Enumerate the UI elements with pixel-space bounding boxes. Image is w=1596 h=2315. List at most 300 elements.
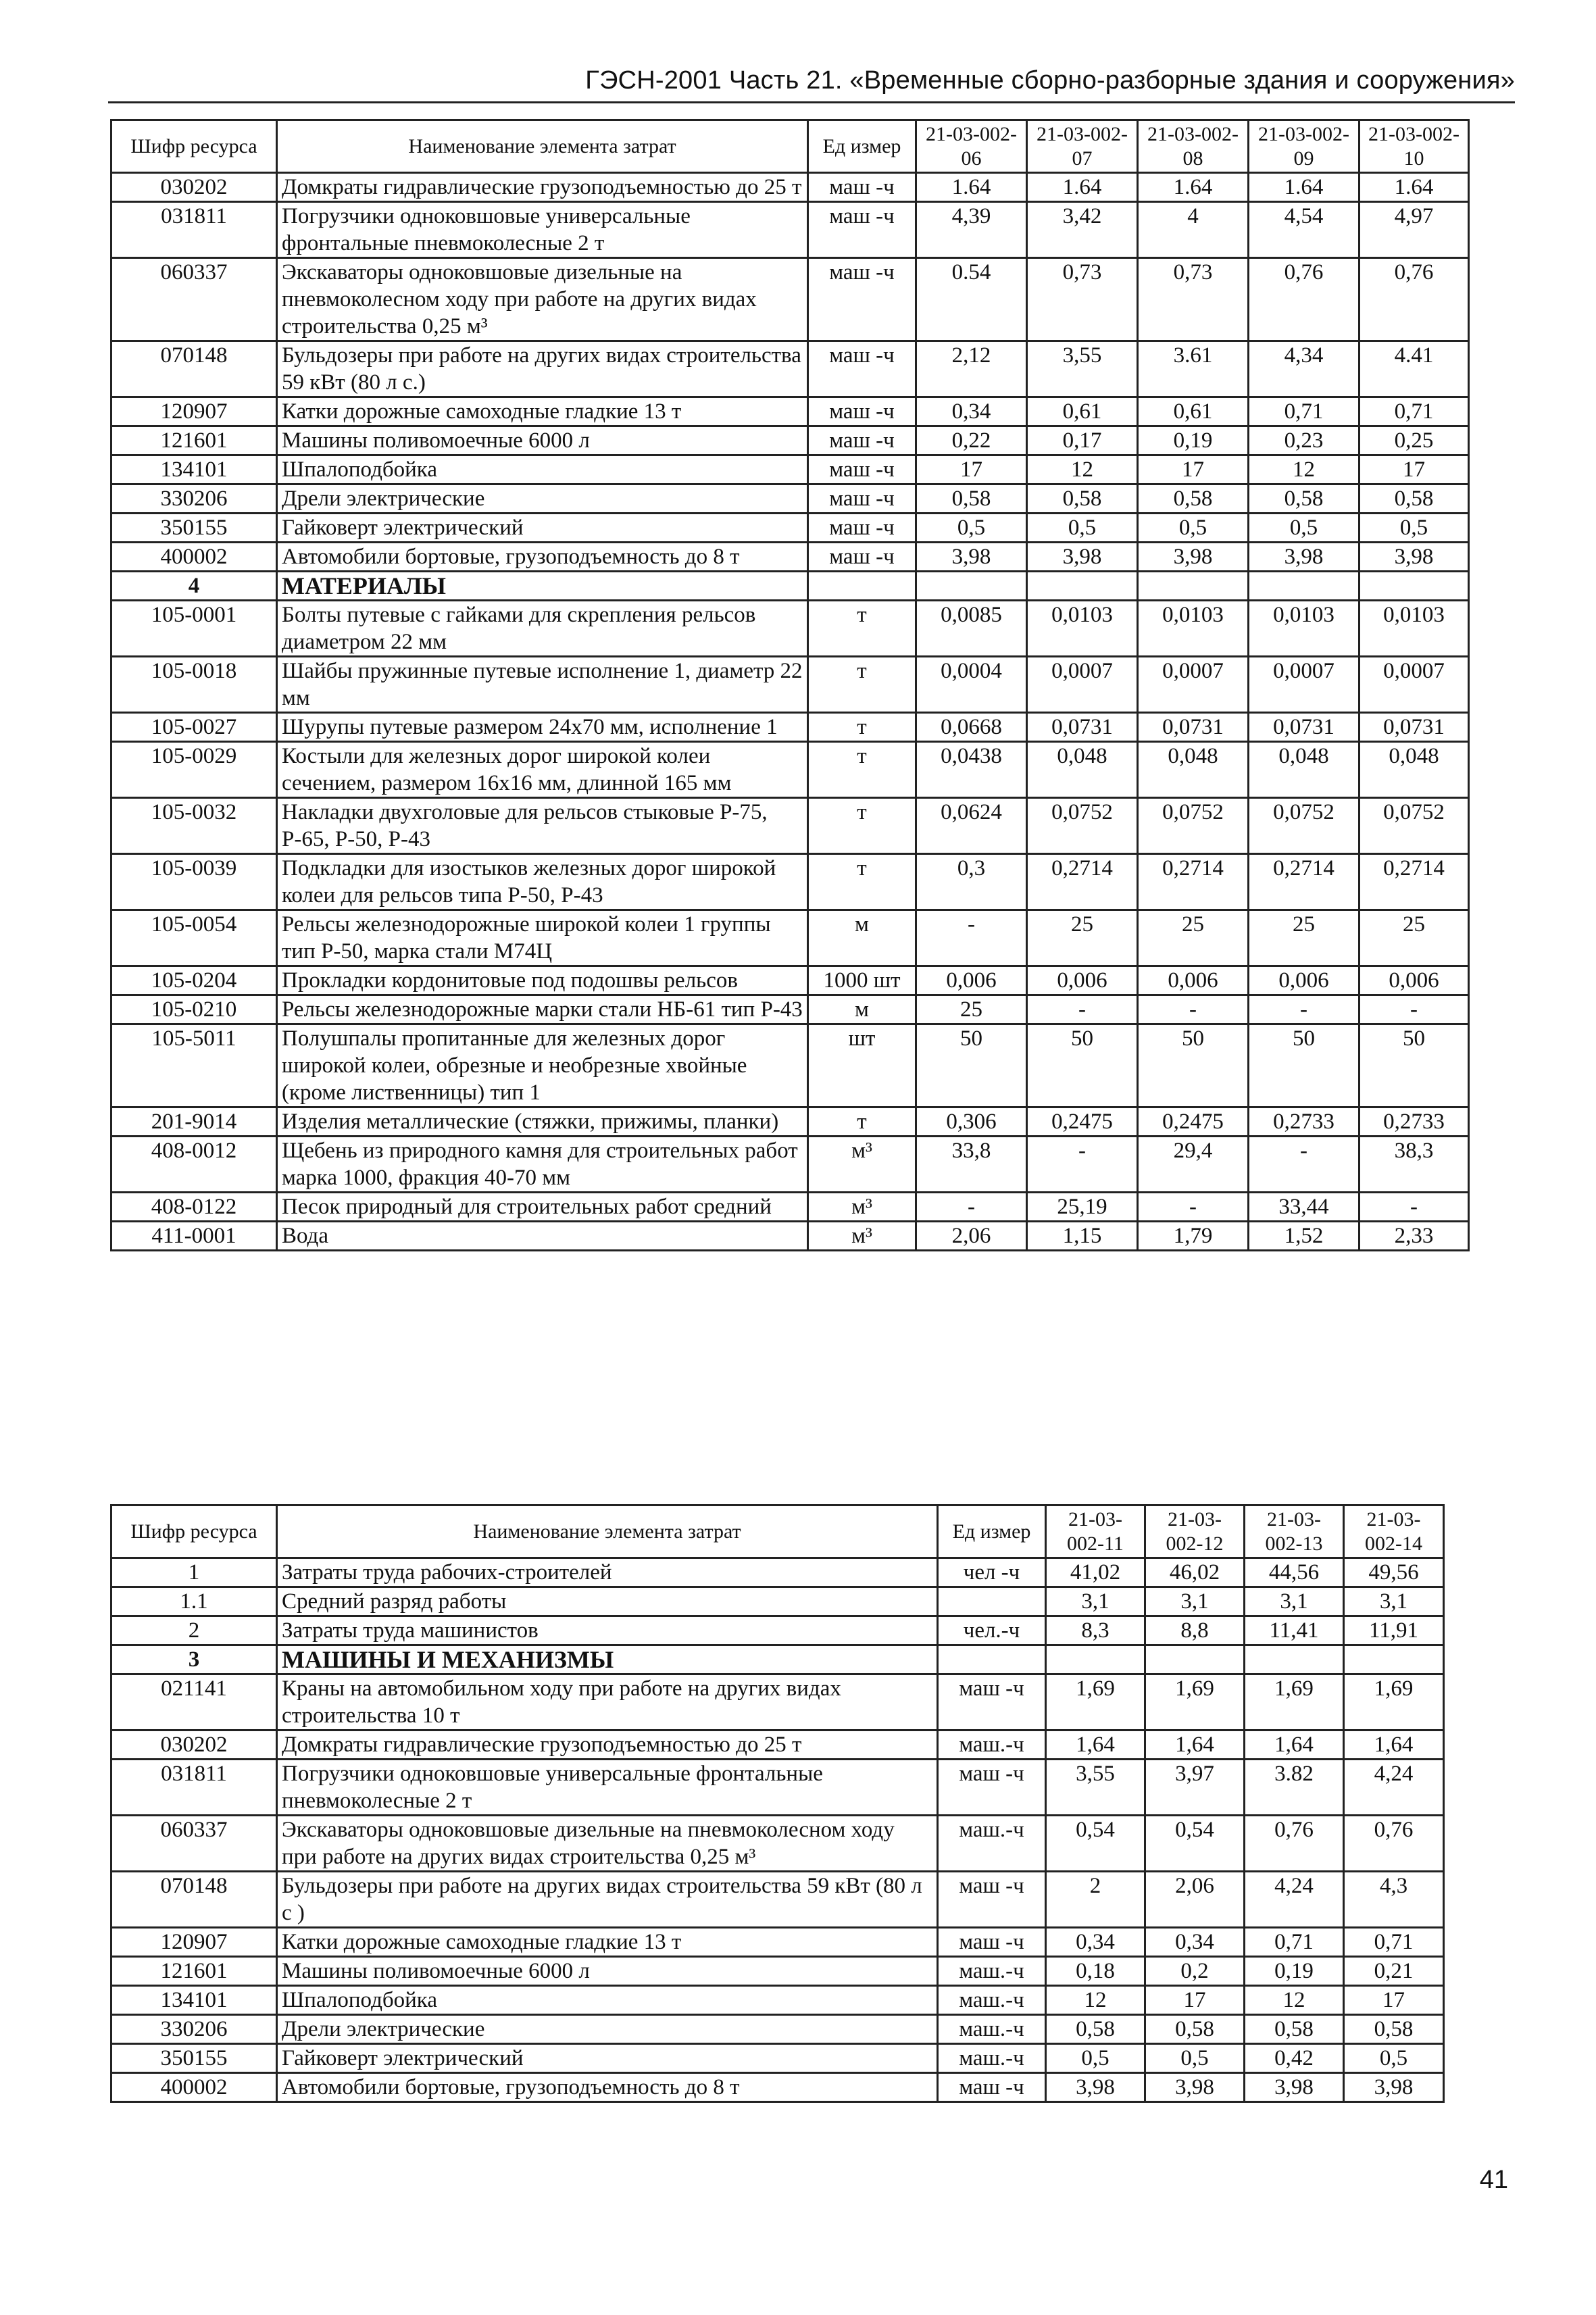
table-row xyxy=(111,966,1469,995)
value-cell: 0,048 xyxy=(1360,742,1469,798)
value-cell xyxy=(1344,1645,1444,1674)
value-cell: 0,0085 xyxy=(916,601,1027,657)
unit-cell: маш -ч xyxy=(808,484,916,514)
table-row xyxy=(111,455,1469,484)
unit-cell: шт xyxy=(808,1024,916,1107)
column-header: 21-03-002-10 xyxy=(1360,120,1469,173)
resource-name-cell: Затраты труда машинистов xyxy=(277,1616,938,1645)
value-cell xyxy=(1027,572,1138,601)
value-cell: 1,52 xyxy=(1249,1222,1360,1251)
value-cell: 3.82 xyxy=(1245,1760,1344,1816)
unit-cell: маш -ч xyxy=(808,397,916,426)
value-cell: 0,5 xyxy=(1046,2044,1145,2073)
value-cell: 0,0103 xyxy=(1138,601,1249,657)
resource-code-cell: 2 xyxy=(111,1616,277,1645)
value-cell: 0,2733 xyxy=(1360,1107,1469,1137)
resource-table-1 xyxy=(110,119,1470,1251)
value-cell xyxy=(1138,572,1249,601)
table-row xyxy=(111,1024,1469,1107)
value-cell: 0,2475 xyxy=(1027,1107,1138,1137)
value-cell: 3,98 xyxy=(1245,2073,1344,2102)
unit-cell: т xyxy=(808,742,916,798)
resource-code-cell: 105-5011 xyxy=(111,1024,277,1107)
value-cell: 0,54 xyxy=(1145,1816,1245,1872)
resource-name-cell: Вода xyxy=(277,1222,808,1251)
table-row xyxy=(111,514,1469,543)
unit-cell: маш -ч xyxy=(808,341,916,397)
column-header: 21-03-002-14 xyxy=(1344,1505,1444,1558)
value-cell: 3,98 xyxy=(1145,2073,1245,2102)
value-cell: 0,17 xyxy=(1027,426,1138,455)
unit-cell xyxy=(938,1645,1046,1674)
value-cell: 0,22 xyxy=(916,426,1027,455)
value-cell: - xyxy=(1027,995,1138,1024)
value-cell: 0,0007 xyxy=(1360,657,1469,713)
value-cell: 0,76 xyxy=(1360,258,1469,341)
resource-name-cell: Машины поливомоечные 6000 л xyxy=(277,1957,938,1986)
resource-code-cell: 134101 xyxy=(111,1986,277,2015)
resource-code-cell: 105-0204 xyxy=(111,966,277,995)
column-header: Шифр ресурса xyxy=(111,120,277,173)
value-cell xyxy=(1245,1645,1344,1674)
value-cell: 0,0731 xyxy=(1138,713,1249,742)
table-row xyxy=(111,798,1469,854)
resource-name-cell: Костыли для железных дорог широкой колеи сечением, размером 16х16 мм, длинной 165 мм xyxy=(277,742,808,798)
value-cell: 1,69 xyxy=(1145,1674,1245,1731)
resource-name-cell: Катки дорожные самоходные гладкие 13 т xyxy=(277,1928,938,1957)
resource-code-cell: 134101 xyxy=(111,455,277,484)
table-row xyxy=(111,1816,1444,1872)
value-cell: 2 xyxy=(1046,1872,1145,1928)
value-cell: 0,0103 xyxy=(1249,601,1360,657)
value-cell: 3,98 xyxy=(1360,543,1469,572)
value-cell: 29,4 xyxy=(1138,1137,1249,1193)
unit-cell: маш -ч xyxy=(938,1760,1046,1816)
value-cell: 3,42 xyxy=(1027,202,1138,258)
resource-name-cell: Экскаваторы одноковшовые дизельные на пневмоколесном ходу при работе на других видах строительства 0,25 м³ xyxy=(277,1816,938,1872)
value-cell: 1.64 xyxy=(1138,173,1249,202)
value-cell: 12 xyxy=(1245,1986,1344,2015)
value-cell: 3,98 xyxy=(1027,543,1138,572)
unit-cell xyxy=(808,572,916,601)
table-row xyxy=(111,1986,1444,2015)
value-cell: 1,69 xyxy=(1344,1674,1444,1731)
value-cell: 4,24 xyxy=(1245,1872,1344,1928)
value-cell: 0,42 xyxy=(1245,2044,1344,2073)
value-cell: 0,5 xyxy=(916,514,1027,543)
value-cell: 0,3 xyxy=(916,854,1027,910)
value-cell: 2,33 xyxy=(1360,1222,1469,1251)
resource-table-2 xyxy=(110,1504,1445,2103)
value-cell: 0,0007 xyxy=(1138,657,1249,713)
value-cell: 3,1 xyxy=(1046,1587,1145,1616)
unit-cell: маш -ч xyxy=(808,258,916,341)
value-cell: 17 xyxy=(1360,455,1469,484)
table-row xyxy=(111,910,1469,966)
value-cell: 0,5 xyxy=(1249,514,1360,543)
value-cell: 0,21 xyxy=(1344,1957,1444,1986)
value-cell: 0,5 xyxy=(1360,514,1469,543)
resource-name-cell: Экскаваторы одноковшовые дизельные на пневмоколесном ходу при работе на других видах строительства 0,25 м³ xyxy=(277,258,808,341)
value-cell: 11,91 xyxy=(1344,1616,1444,1645)
column-header: 21-03-002-13 xyxy=(1245,1505,1344,1558)
value-cell: 0,73 xyxy=(1138,258,1249,341)
unit-cell: м³ xyxy=(808,1222,916,1251)
value-cell: 3,98 xyxy=(1344,2073,1444,2102)
unit-cell: маш -ч xyxy=(808,543,916,572)
value-cell: 3,1 xyxy=(1145,1587,1245,1616)
resource-name-cell: Дрели электрические xyxy=(277,484,808,514)
resource-name-cell: Погрузчики одноковшовые универсальные фронтальные пневмоколесные 2 т xyxy=(277,202,808,258)
value-cell: 17 xyxy=(1138,455,1249,484)
resource-code-cell: 400002 xyxy=(111,543,277,572)
value-cell: 1,15 xyxy=(1027,1222,1138,1251)
value-cell: 0,61 xyxy=(1138,397,1249,426)
value-cell: - xyxy=(1249,1137,1360,1193)
unit-cell: м³ xyxy=(808,1137,916,1193)
resource-code-cell: 105-0018 xyxy=(111,657,277,713)
value-cell: 0,54 xyxy=(1046,1816,1145,1872)
table-row xyxy=(111,2073,1444,2102)
value-cell: 25 xyxy=(1027,910,1138,966)
value-cell: 1,69 xyxy=(1245,1674,1344,1731)
table-row xyxy=(111,341,1469,397)
unit-cell: маш -ч xyxy=(938,2073,1046,2102)
table-row xyxy=(111,1731,1444,1760)
value-cell: 1,64 xyxy=(1145,1731,1245,1760)
value-cell: 0,76 xyxy=(1245,1816,1344,1872)
value-cell: 0,0007 xyxy=(1027,657,1138,713)
value-cell: 4.41 xyxy=(1360,341,1469,397)
value-cell: 0,34 xyxy=(1145,1928,1245,1957)
value-cell: 3,98 xyxy=(1138,543,1249,572)
value-cell: 1,64 xyxy=(1245,1731,1344,1760)
value-cell: 25 xyxy=(1138,910,1249,966)
value-cell: 0,34 xyxy=(916,397,1027,426)
resource-code-cell: 030202 xyxy=(111,173,277,202)
value-cell: 3,1 xyxy=(1344,1587,1444,1616)
value-cell: 0,2 xyxy=(1145,1957,1245,1986)
value-cell: 0,006 xyxy=(1027,966,1138,995)
resource-name-cell: Изделия металлические (стяжки, прижимы, планки) xyxy=(277,1107,808,1137)
resource-code-cell: 1 xyxy=(111,1558,277,1587)
resource-name-cell: Гайковерт электрический xyxy=(277,2044,938,2073)
resource-code-cell: 120907 xyxy=(111,1928,277,1957)
value-cell: 11,41 xyxy=(1245,1616,1344,1645)
resource-code-cell: 350155 xyxy=(111,2044,277,2073)
value-cell: 17 xyxy=(1344,1986,1444,2015)
resource-name-cell: Рельсы железнодорожные широкой колеи 1 группы тип Р-50, марка стали М74Ц xyxy=(277,910,808,966)
value-cell: 0,2714 xyxy=(1360,854,1469,910)
value-cell: 0,58 xyxy=(1344,2015,1444,2044)
column-header: Наименование элемента затрат xyxy=(277,120,808,173)
table-row xyxy=(111,742,1469,798)
value-cell: 0,2733 xyxy=(1249,1107,1360,1137)
resource-code-cell: 408-0122 xyxy=(111,1193,277,1222)
resource-name-cell: Шпалоподбойка xyxy=(277,1986,938,2015)
value-cell: - xyxy=(1138,995,1249,1024)
table-row xyxy=(111,1107,1469,1137)
table-row xyxy=(111,1616,1444,1645)
value-cell: 0,2475 xyxy=(1138,1107,1249,1137)
table-row xyxy=(111,1928,1444,1957)
resource-code-cell: 121601 xyxy=(111,426,277,455)
value-cell: 25 xyxy=(1360,910,1469,966)
resource-code-cell: 350155 xyxy=(111,514,277,543)
resource-code-cell: 330206 xyxy=(111,484,277,514)
table-row xyxy=(111,1193,1469,1222)
value-cell: 2,12 xyxy=(916,341,1027,397)
value-cell: 4,54 xyxy=(1249,202,1360,258)
value-cell: 0,006 xyxy=(1360,966,1469,995)
value-cell: 1.64 xyxy=(916,173,1027,202)
value-cell: 0,76 xyxy=(1344,1816,1444,1872)
unit-cell: м xyxy=(808,995,916,1024)
table-row xyxy=(111,657,1469,713)
value-cell: 0,58 xyxy=(1360,484,1469,514)
resource-code-cell: 105-0032 xyxy=(111,798,277,854)
table-row xyxy=(111,1222,1469,1251)
resource-name-cell: Шайбы пружинные путевые исполнение 1, диаметр 22 мм xyxy=(277,657,808,713)
table-row xyxy=(111,543,1469,572)
resource-code-cell: 070148 xyxy=(111,1872,277,1928)
value-cell: 3,1 xyxy=(1245,1587,1344,1616)
page-header-title: ГЭСН-2001 Часть 21. «Временные сборно-разборные здания и сооружения» xyxy=(585,66,1515,95)
value-cell: 0,0438 xyxy=(916,742,1027,798)
value-cell: 46,02 xyxy=(1145,1558,1245,1587)
unit-cell: т xyxy=(808,713,916,742)
resource-name-cell: МАШИНЫ И МЕХАНИЗМЫ xyxy=(277,1645,938,1674)
value-cell: - xyxy=(1027,1137,1138,1193)
value-cell: 17 xyxy=(1145,1986,1245,2015)
column-header: 21-03-002-08 xyxy=(1138,120,1249,173)
section-row xyxy=(111,572,1469,601)
resource-name-cell: Погрузчики одноковшовые универсальные фронтальные пневмоколесные 2 т xyxy=(277,1760,938,1816)
resource-code-cell: 060337 xyxy=(111,1816,277,1872)
value-cell: 1,64 xyxy=(1344,1731,1444,1760)
value-cell: 0,5 xyxy=(1138,514,1249,543)
value-cell: 0,0103 xyxy=(1360,601,1469,657)
table-row xyxy=(111,713,1469,742)
value-cell: 0,34 xyxy=(1046,1928,1145,1957)
resource-code-cell: 060337 xyxy=(111,258,277,341)
table-row xyxy=(111,601,1469,657)
value-cell: 0,0731 xyxy=(1360,713,1469,742)
value-cell xyxy=(1249,572,1360,601)
value-cell: 12 xyxy=(1046,1986,1145,2015)
header-divider xyxy=(108,101,1515,103)
value-cell: 25 xyxy=(916,995,1027,1024)
unit-cell: т xyxy=(808,1107,916,1137)
value-cell: 25,19 xyxy=(1027,1193,1138,1222)
page-number: 41 xyxy=(1479,2166,1508,2194)
table-row xyxy=(111,397,1469,426)
value-cell: 1,79 xyxy=(1138,1222,1249,1251)
unit-cell: маш.-ч xyxy=(938,1957,1046,1986)
unit-cell: маш.-ч xyxy=(938,2044,1046,2073)
resource-name-cell: Подкладки для изостыков железных дорог широкой колеи для рельсов типа Р-50, Р-43 xyxy=(277,854,808,910)
value-cell: 0.54 xyxy=(916,258,1027,341)
value-cell: 0,58 xyxy=(1027,484,1138,514)
value-cell: 0,2714 xyxy=(1138,854,1249,910)
value-cell: 0,0752 xyxy=(1360,798,1469,854)
column-header: 21-03-002-07 xyxy=(1027,120,1138,173)
column-header: 21-03-002-11 xyxy=(1046,1505,1145,1558)
section-row xyxy=(111,1645,1444,1674)
column-header: Ед измер xyxy=(938,1505,1046,1558)
value-cell: 0,71 xyxy=(1360,397,1469,426)
value-cell: 8,8 xyxy=(1145,1616,1245,1645)
value-cell: 50 xyxy=(1138,1024,1249,1107)
resource-code-cell: 121601 xyxy=(111,1957,277,1986)
value-cell xyxy=(1360,572,1469,601)
resource-name-cell: Болты путевые с гайками для скрепления рельсов диаметром 22 мм xyxy=(277,601,808,657)
resource-code-cell: 400002 xyxy=(111,2073,277,2102)
column-header: Шифр ресурса xyxy=(111,1505,277,1558)
value-cell: 3.61 xyxy=(1138,341,1249,397)
unit-cell: м xyxy=(808,910,916,966)
column-header: Ед измер xyxy=(808,120,916,173)
value-cell: 0,048 xyxy=(1138,742,1249,798)
value-cell: 1,64 xyxy=(1046,1731,1145,1760)
unit-cell: т xyxy=(808,854,916,910)
unit-cell: чел -ч xyxy=(938,1558,1046,1587)
value-cell: 0,048 xyxy=(1027,742,1138,798)
resource-code-cell: 105-0001 xyxy=(111,601,277,657)
resource-code-cell: 105-0039 xyxy=(111,854,277,910)
table-row xyxy=(111,258,1469,341)
value-cell: 0,18 xyxy=(1046,1957,1145,1986)
table-row xyxy=(111,1674,1444,1731)
resource-name-cell: Прокладки кордонитовые под подошвы рельсов xyxy=(277,966,808,995)
resource-name-cell: МАТЕРИАЛЫ xyxy=(277,572,808,601)
resource-name-cell: Полушпалы пропитанные для железных дорог широкой колеи, обрезные и необрезные хвойные (кроме лиственницы) тип 1 xyxy=(277,1024,808,1107)
resource-name-cell: Краны на автомобильном ходу при работе на других видах строительства 10 т xyxy=(277,1674,938,1731)
value-cell: 0,58 xyxy=(1249,484,1360,514)
value-cell: 50 xyxy=(916,1024,1027,1107)
unit-cell: маш -ч xyxy=(808,514,916,543)
resource-code-cell: 330206 xyxy=(111,2015,277,2044)
table-header-row xyxy=(111,120,1469,173)
value-cell: 0,0752 xyxy=(1138,798,1249,854)
column-header: 21-03-002-12 xyxy=(1145,1505,1245,1558)
table-row xyxy=(111,1558,1444,1587)
resource-name-cell: Рельсы железнодорожные марки стали НБ-61 тип Р-43 xyxy=(277,995,808,1024)
value-cell: 8,3 xyxy=(1046,1616,1145,1645)
value-cell: - xyxy=(1360,1193,1469,1222)
unit-cell: маш -ч xyxy=(938,1928,1046,1957)
value-cell: 4,3 xyxy=(1344,1872,1444,1928)
table-header-row xyxy=(111,1505,1444,1558)
value-cell: 50 xyxy=(1360,1024,1469,1107)
unit-cell: маш.-ч xyxy=(938,1731,1046,1760)
value-cell: 0,58 xyxy=(1138,484,1249,514)
value-cell: 0,76 xyxy=(1249,258,1360,341)
resource-code-cell: 105-0027 xyxy=(111,713,277,742)
unit-cell: т xyxy=(808,657,916,713)
unit-cell: маш -ч xyxy=(808,426,916,455)
value-cell: 12 xyxy=(1027,455,1138,484)
resource-name-cell: Гайковерт электрический xyxy=(277,514,808,543)
unit-cell: маш -ч xyxy=(808,202,916,258)
resource-code-cell: 030202 xyxy=(111,1731,277,1760)
value-cell: 0,0103 xyxy=(1027,601,1138,657)
resource-name-cell: Катки дорожные самоходные гладкие 13 т xyxy=(277,397,808,426)
value-cell xyxy=(916,572,1027,601)
value-cell: 1,69 xyxy=(1046,1674,1145,1731)
value-cell: 0,58 xyxy=(1046,2015,1145,2044)
value-cell: 4 xyxy=(1138,202,1249,258)
resource-name-cell: Песок природный для строительных работ средний xyxy=(277,1193,808,1222)
resource-code-cell: 105-0029 xyxy=(111,742,277,798)
value-cell: 33,8 xyxy=(916,1137,1027,1193)
value-cell: 0,306 xyxy=(916,1107,1027,1137)
value-cell: 0,5 xyxy=(1145,2044,1245,2073)
value-cell: 0,0752 xyxy=(1027,798,1138,854)
table-row xyxy=(111,2044,1444,2073)
unit-cell: чел.-ч xyxy=(938,1616,1046,1645)
resource-name-cell: Машины поливомоечные 6000 л xyxy=(277,426,808,455)
value-cell: 2,06 xyxy=(1145,1872,1245,1928)
value-cell: 0,006 xyxy=(916,966,1027,995)
value-cell: 38,3 xyxy=(1360,1137,1469,1193)
value-cell: 0,58 xyxy=(1145,2015,1245,2044)
value-cell: 50 xyxy=(1027,1024,1138,1107)
resource-code-cell: 3 xyxy=(111,1645,277,1674)
column-header: 21-03-002-09 xyxy=(1249,120,1360,173)
resource-name-cell: Дрели электрические xyxy=(277,2015,938,2044)
value-cell: 50 xyxy=(1249,1024,1360,1107)
value-cell: - xyxy=(916,910,1027,966)
unit-cell: маш -ч xyxy=(808,173,916,202)
resource-name-cell: Автомобили бортовые, грузоподъемность до 8 т xyxy=(277,2073,938,2102)
value-cell: 0,19 xyxy=(1138,426,1249,455)
value-cell: 49,56 xyxy=(1344,1558,1444,1587)
unit-cell: маш -ч xyxy=(808,455,916,484)
unit-cell xyxy=(938,1587,1046,1616)
resource-code-cell: 411-0001 xyxy=(111,1222,277,1251)
value-cell: 4,24 xyxy=(1344,1760,1444,1816)
table-row xyxy=(111,1137,1469,1193)
table-row xyxy=(111,173,1469,202)
value-cell: - xyxy=(1138,1193,1249,1222)
value-cell: 0,5 xyxy=(1344,2044,1444,2073)
table-row xyxy=(111,1760,1444,1816)
value-cell: - xyxy=(916,1193,1027,1222)
value-cell: 0,71 xyxy=(1344,1928,1444,1957)
unit-cell: маш -ч xyxy=(938,1872,1046,1928)
value-cell: 3,55 xyxy=(1027,341,1138,397)
resource-name-cell: Средний разряд работы xyxy=(277,1587,938,1616)
value-cell xyxy=(1145,1645,1245,1674)
value-cell: 3,98 xyxy=(1249,543,1360,572)
value-cell: 0,58 xyxy=(1245,2015,1344,2044)
unit-cell: маш.-ч xyxy=(938,1816,1046,1872)
resource-name-cell: Накладки двухголовые для рельсов стыковые Р-75, Р-65, Р-50, Р-43 xyxy=(277,798,808,854)
table-row xyxy=(111,995,1469,1024)
unit-cell: т xyxy=(808,601,916,657)
table-row xyxy=(111,426,1469,455)
value-cell: 2,06 xyxy=(916,1222,1027,1251)
value-cell: 3,98 xyxy=(916,543,1027,572)
value-cell: 0,19 xyxy=(1245,1957,1344,1986)
resource-code-cell: 070148 xyxy=(111,341,277,397)
value-cell: 17 xyxy=(916,455,1027,484)
column-header: Наименование элемента затрат xyxy=(277,1505,938,1558)
value-cell: 0,71 xyxy=(1245,1928,1344,1957)
resource-name-cell: Бульдозеры при работе на других видах строительства 59 кВт (80 л с ) xyxy=(277,1872,938,1928)
resource-code-cell: 201-9014 xyxy=(111,1107,277,1137)
